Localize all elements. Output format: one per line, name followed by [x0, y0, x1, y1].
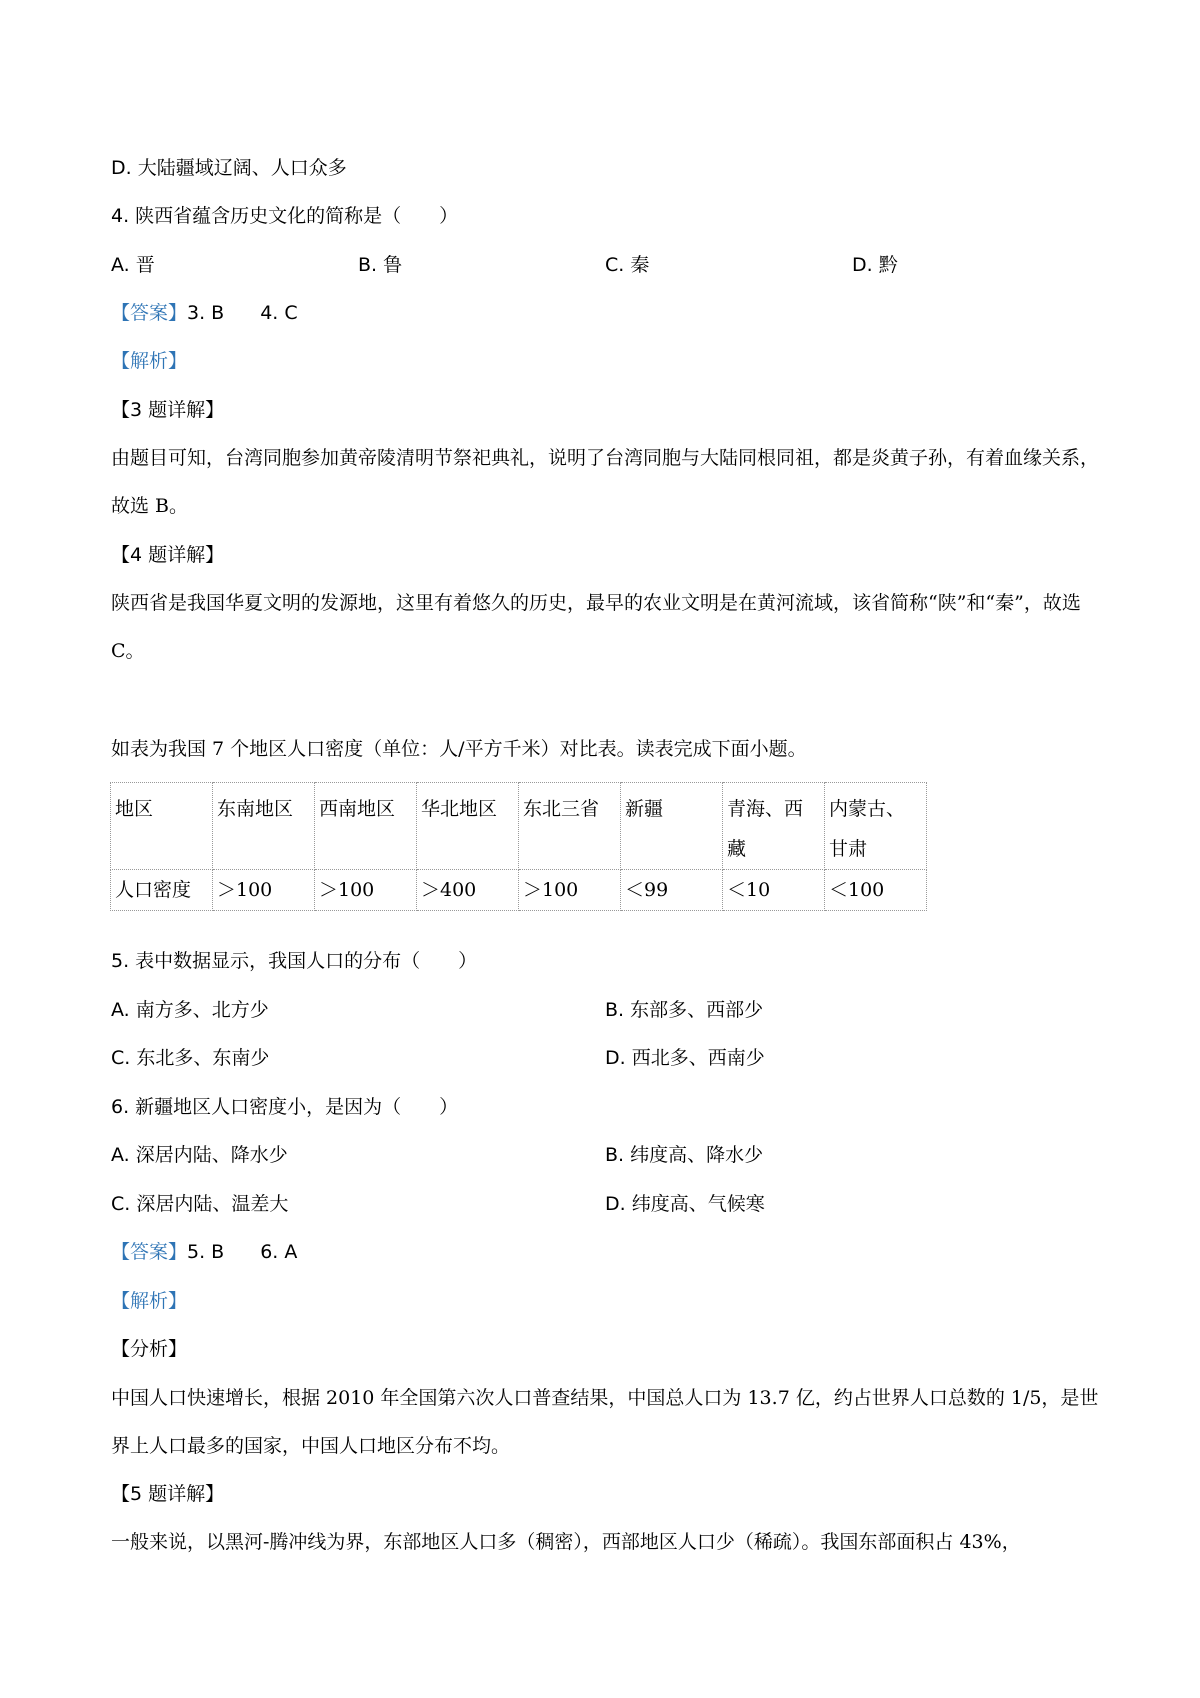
answer-3: 3. B — [187, 302, 225, 324]
answer-line-1 — [111, 300, 298, 326]
q4-option-a: A. 晋 — [111, 254, 155, 276]
q6-option-a: A. 深居内陆、降水少 — [111, 1144, 288, 1166]
answer-4: 4. C — [260, 302, 298, 324]
detail-4-text: 陕西省是我国华夏文明的发源地，这里有着悠久的历史，最早的农业文明是在黄河流域，该省简称“陕”和“秦”，故选 C。 — [111, 592, 1081, 662]
population-density-table — [110, 782, 927, 911]
q6-option-c: C. 深居内陆、温差大 — [111, 1193, 289, 1215]
table-cell: 新疆 — [621, 783, 723, 870]
answer-tag: 【答案】 — [111, 302, 188, 324]
table-cell: 东北三省 — [519, 783, 621, 870]
q5-stem: 5. 表中数据显示，我国人口的分布（ ） — [111, 950, 478, 972]
answer-tag: 【答案】 — [111, 1241, 188, 1263]
table-cell: ＜99 — [621, 870, 723, 911]
detail-3-text: 由题目可知，台湾同胞参加黄帝陵清明节祭祀典礼，说明了台湾同胞与大陆同根同祖，都是炎黄子孙，有着血缘关系，故选 B。 — [111, 447, 1100, 517]
q6-option-d: D. 纬度高、气候寒 — [605, 1193, 765, 1215]
q5-option-a: A. 南方多、北方少 — [111, 999, 269, 1021]
detail-4-heading: 【4 题详解】 — [111, 544, 225, 566]
table-cell: 人口密度 — [111, 870, 213, 911]
answer-line-2 — [111, 1239, 297, 1265]
table-cell: ＜100 — [825, 870, 927, 911]
table-cell: 内蒙古、甘肃 — [825, 783, 927, 870]
table-data-row — [111, 870, 927, 911]
detail-3-heading: 【3 题详解】 — [111, 399, 225, 421]
q4-stem: 4. 陕西省蕴含历史文化的简称是（ ） — [111, 205, 459, 227]
detail-5-text: 一般来说，以黑河-腾冲线为界，东部地区人口多（稠密），西部地区人口少（稀疏）。我国东部面积占 43%， — [111, 1531, 1021, 1553]
answer-6: 6. A — [260, 1241, 298, 1263]
q6-stem: 6. 新疆地区人口密度小，是因为（ ） — [111, 1096, 459, 1118]
analysis-heading: 【分析】 — [111, 1338, 188, 1360]
table-cell: ＞100 — [519, 870, 621, 911]
q4-option-b: B. 鲁 — [358, 254, 403, 276]
table-cell: 青海、西藏 — [723, 783, 825, 870]
table-cell: 西南地区 — [315, 783, 417, 870]
detail-5-heading: 【5 题详解】 — [111, 1483, 225, 1505]
table-cell: ＞400 — [417, 870, 519, 911]
table-cell: ＞100 — [213, 870, 315, 911]
analysis-tag: 【解析】 — [111, 350, 188, 372]
q4-option-c: C. 秦 — [605, 254, 650, 276]
table-cell: 东南地区 — [213, 783, 315, 870]
q5-option-b: B. 东部多、西部少 — [605, 999, 764, 1021]
table-cell: 华北地区 — [417, 783, 519, 870]
analysis-tag: 【解析】 — [111, 1290, 188, 1312]
analysis-text: 中国人口快速增长，根据 2010 年全国第六次人口普查结果，中国总人口为 13.7 亿，约占世界人口总数的 1/5，是世界上人口最多的国家，中国人口地区分布不均。 — [111, 1387, 1099, 1457]
q6-option-b: B. 纬度高、降水少 — [605, 1144, 764, 1166]
table-cell: ＞100 — [315, 870, 417, 911]
table-cell: ＜10 — [723, 870, 825, 911]
q4-option-d: D. 黔 — [852, 254, 898, 276]
table-cell: 地区 — [111, 783, 213, 870]
table-intro: 如表为我国 7 个地区人口密度（单位：人/平方千米）对比表。读表完成下面小题。 — [111, 738, 807, 760]
table-header-row — [111, 783, 927, 870]
q5-option-c: C. 东北多、东南少 — [111, 1047, 270, 1069]
q3-option-d: D. 大陆疆域辽阔、人口众多 — [111, 157, 347, 179]
q5-option-d: D. 西北多、西南少 — [605, 1047, 765, 1069]
answer-5: 5. B — [187, 1241, 225, 1263]
